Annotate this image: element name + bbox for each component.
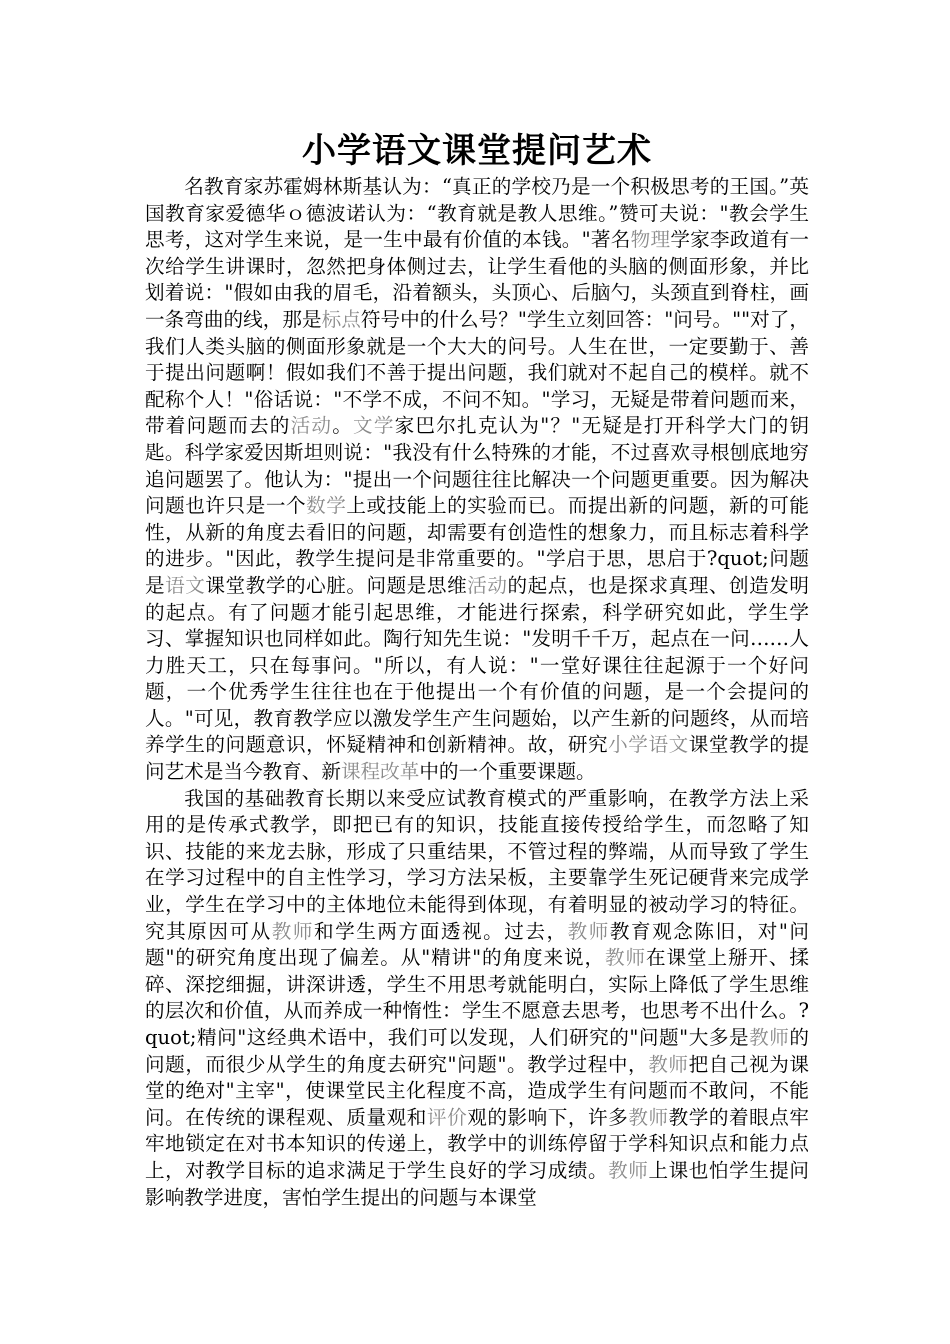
document-title: 小学语文课堂提问艺术 (302, 131, 652, 171)
keyword-link[interactable]: 文学 (353, 414, 395, 438)
text-run: 课堂教学的心脏。问题是思维 (205, 573, 468, 597)
text-run: 在课堂上掰开、揉碎、深挖细掘，讲深讲透，学生不用思考就能明白，实际上降低了学生思维的层次和价值，从而养成一种惰性：学生不愿意去思考，也思考不出什么。?quot;精问"这经典术语中，我们可以发现，人们研究的"问题"大多是 (145, 946, 810, 1049)
text-run: 上课也怕学生提问影响教学进度，害怕学生提出的问题与本课堂 (145, 1158, 810, 1209)
keyword-link[interactable]: 教师 (567, 919, 610, 943)
text-run: 课堂教学的提问艺术是当今教育、新 (145, 733, 810, 784)
text-run: 学家李政道有一次给学生讲课时，忽然把身体侧过去，让学生看他的头脑的侧面形象，并比划着说："假如由我的眉毛，沿着额头，头顶心、后脑勺，头颈直到脊柱，画一条弯曲的线，那是 (145, 228, 810, 331)
text-run: 的起点，也是探求真理、创造发明的起点。有了问题才能引起思维，才能进行探索，科学研究如此，学生学习、掌握知识也同样如此。陶行知先生说："发明千千万，起点在一问……人力胜天工，只在每事问。"所以，有人说："一堂好课往往起源于一个好问题，一个优秀学生往往也在于他提出一个有价值的问题，是一个会提问的人。"可见，教育教学应以激发学生产生问题始，以产生新的问题终，从而培养学生的问题意识，怀疑精神和创新精神。故，研究 (145, 573, 810, 757)
text-run: 。 (332, 414, 354, 438)
document-page (145, 128, 809, 1211)
keyword-link[interactable]: 教师 (608, 1158, 649, 1182)
text-run: 教学的着眼点牢牢地锁定在对书本知识的传递上，教学中的训练停留于学科知识点和能力点上，对教学目标的追求满足于学生良好的学习成绩。 (145, 1105, 810, 1182)
keyword-link[interactable]: 语文 (165, 573, 206, 597)
keyword-link[interactable]: 活动 (467, 573, 508, 597)
text-run: 观的影响下，许多 (467, 1105, 629, 1129)
body-paragraph (145, 174, 809, 786)
text-run: 教育观念陈旧，对"问题"的研究角度出现了偏差。从"精讲"的角度来说， (145, 919, 810, 970)
keyword-link[interactable]: 教师 (271, 919, 315, 943)
text-run: 上或技能上的实验而已。而提出新的问题，新的可能性，从新的角度去看旧的问题，却需要有创造性的想象力，而且标志着科学的进步。"因此，教学生提问是非常重要的。"学启于思，思启于?quot;问题是 (145, 494, 810, 597)
keyword-link[interactable]: 数学 (306, 494, 347, 518)
text-run: 的问题，而很少从学生的角度去研究"问题"。教学过程中， (145, 1026, 809, 1076)
keyword-link[interactable]: 评价 (426, 1105, 468, 1129)
keyword-link[interactable]: 小学语文 (608, 733, 689, 757)
text-run: 把自己视为课堂的绝对"主宰"，使课堂民主化程度不高，造成学生有问题而不敢问，不能问。在传统的课程观、质量观和 (145, 1052, 809, 1129)
keyword-link[interactable]: 标点 (321, 307, 361, 331)
text-run: 我国的基础教育长期以来受应试教育模式的严重影响，在教学方法上采用的是传承式教学，即把已有的知识，技能直接传授给学生，而忽略了知识、技能的来龙去脉，形成了只重结果，不管过程的弊端，从而导致了学生在学习过程中的自主性学习，学习方法呆板，主要靠学生死记硬背来完成学业，学生在学习中的主体地位未能得到体现，有着明显的被动学习的特征。究其原因可从 (145, 786, 809, 943)
keyword-link[interactable]: 教师 (648, 1052, 689, 1076)
text-run: 名教育家苏霍姆林斯基认为：“真正的学校乃是一个积极思考的王国。”英国教育家爱德华ｏ德波诺认为：“教育就是教人思维。”赞可夫说："教会学生思考，这对学生来说，是一生中最有价值的本钱。"著名 (145, 175, 809, 252)
keyword-link[interactable]: 教师 (628, 1105, 669, 1129)
keyword-link[interactable]: 教师 (749, 1026, 790, 1049)
text-run: 中的一个重要课题。 (419, 760, 596, 784)
text-run: 和学生两方面透视。过去， (314, 919, 568, 943)
text-run: 家巴尔扎克认为"？"无疑是打开科学大门的钥匙。科学家爱因斯坦则说："我没有什么特殊的才能，不过喜欢寻根刨底地穷追问题罢了。他认为："提出一个问题往往比解决一个问题更重要。因为解决问题也许只是一个 (145, 414, 810, 518)
keyword-link[interactable]: 物理 (630, 228, 671, 252)
keyword-link[interactable]: 活动 (290, 414, 333, 438)
body-paragraph (145, 786, 809, 1212)
keyword-link[interactable]: 教师 (605, 946, 646, 970)
text-run: 符号中的什么号？"学生立刻回答："问号。""对了，我们人类头脑的侧面形象就是一个大大的问号。人生在世，一定要勤于、善于提出问题啊！假如我们不善于提出问题，我们就对不起自己的模样。就不配称个人！"俗话说："不学不成，不问不知。"学习，无疑是带着问题而来，带着问题而去的 (145, 307, 809, 438)
document-body (145, 174, 809, 1211)
keyword-link[interactable]: 课程改革 (340, 760, 420, 784)
